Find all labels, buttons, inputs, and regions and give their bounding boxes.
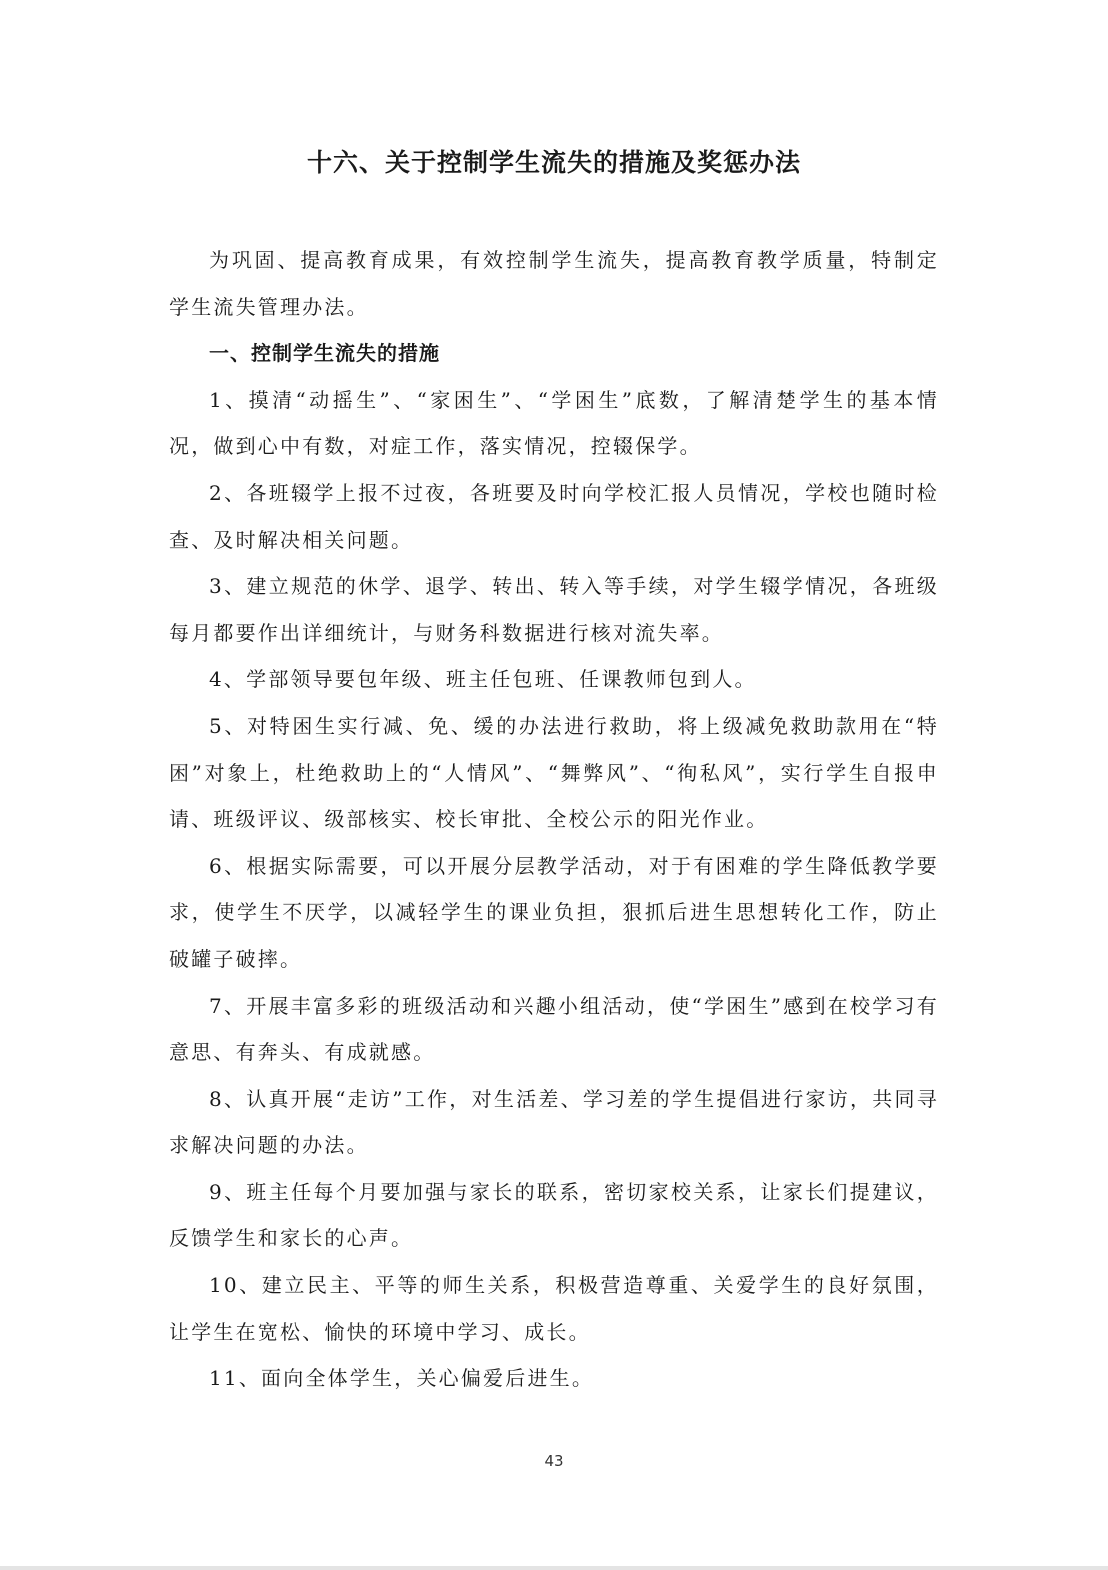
measure-item-6: 6、根据实际需要，可以开展分层教学活动，对于有困难的学生降低教学要求，使学生不厌学，以减轻学生的课业负担，狠抓后进生思想转化工作，防止破罐子破摔。: [169, 853, 939, 971]
intro-paragraph: 为巩固、提高教育成果，有效控制学生流失，提高教育教学质量，特制定学生流失管理办法。: [169, 248, 939, 319]
measure-item-3: 3、建立规范的休学、退学、转出、转入等手续，对学生辍学情况，各班级每月都要作出详细统计，与财务科数据进行核对流失率。: [169, 574, 939, 645]
measure-item-4: 4、学部领导要包年级、班主任包班、任课教师包到人。: [209, 667, 757, 692]
measure-item-2: 2、各班辍学上报不过夜，各班要及时向学校汇报人员情况，学校也随时检查、及时解决相关问题。: [169, 480, 939, 552]
page-title: 十六、关于控制学生流失的措施及奖惩办法: [306, 148, 801, 177]
measure-item-1: 1、摸清“动摇生”、“家困生”、“学困生”底数，了解清楚学生的基本情况，做到心中有数，对症工作，落实情况，控辍保学。: [169, 387, 939, 459]
page-number: 43: [544, 1452, 564, 1470]
page-bottom-divider: [0, 1566, 1108, 1570]
measure-item-5: 5、对特困生实行减、免、缓的办法进行救助，将上级减免救助款用在“特困”对象上，杜绝救助上的“人情风”、“舞弊风”、“徇私风”，实行学生自报申请、班级评议、级部核实、校长审批、全校公示的阳光作业。: [169, 713, 939, 832]
document-body: [169, 237, 939, 1402]
measure-item-7: 7、开展丰富多彩的班级活动和兴趣小组活动，使“学困生”感到在校学习有意思、有奔头、有成就感。: [169, 993, 939, 1065]
measure-item-11: 11、面向全体学生，关心偏爱后进生。: [209, 1366, 595, 1391]
measure-item-9: 9、班主任每个月要加强与家长的联系，密切家校关系，让家长们提建议，反馈学生和家长的心声。: [169, 1179, 939, 1251]
section-heading: 一、控制学生流失的措施: [209, 341, 440, 366]
measure-item-10: 10、建立民主、平等的师生关系，积极营造尊重、关爱学生的良好氛围，让学生在宽松、愉快的环境中学习、成长。: [169, 1273, 939, 1344]
measure-item-8: 8、认真开展“走访”工作，对生活差、学习差的学生提倡进行家访，共同寻求解决问题的办法。: [169, 1086, 939, 1158]
